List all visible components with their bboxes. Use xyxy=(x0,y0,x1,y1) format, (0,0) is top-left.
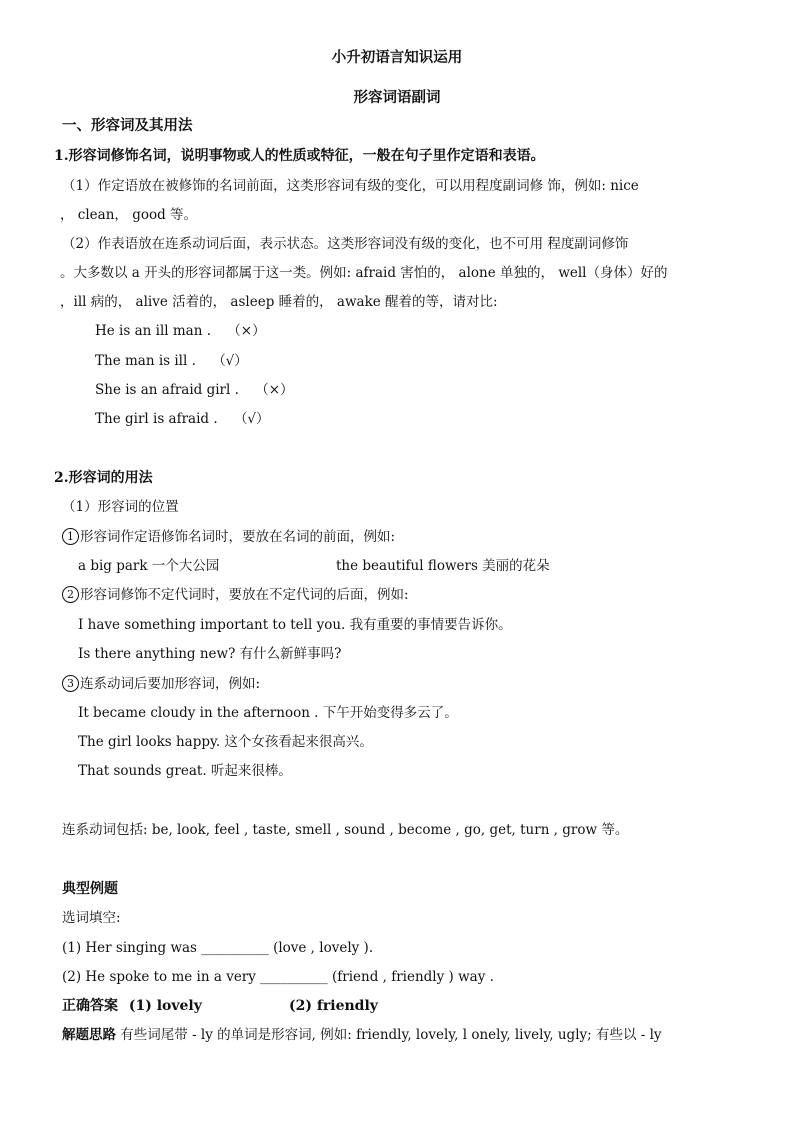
answer-2: (2) friendly xyxy=(289,998,378,1014)
para2-line2: 。大多数以 a 开头的形容词都属于这一类。例如: afraid 害怕的， alone 单独的， well（身体）好的 xyxy=(60,265,668,281)
rule1 xyxy=(62,527,395,547)
rule2 xyxy=(62,585,409,605)
example-sentence xyxy=(95,380,294,400)
example-text: The girl is afraid . xyxy=(95,411,218,427)
example-sentence xyxy=(95,409,270,429)
rule1-example-a: a big park 一个大公园 xyxy=(78,558,220,574)
example-text: The man is ill . xyxy=(95,353,196,369)
para1-line2: ， clean， good 等。 xyxy=(60,207,198,223)
para2-line3: ，ill 病的， alive 活着的， asleep 睡着的， awake 醒着的等，请对比: xyxy=(60,294,498,310)
rule1-text: 形容词作定语修饰名词时，要放在名词的前面，例如: xyxy=(80,529,396,545)
document-title: 小升初语言知识运用 xyxy=(331,49,463,66)
analysis-text: 有些词尾带 - ly 的单词是形容词, 例如: friendly, lovely, l onely, lively, ugly; 有些以 - ly xyxy=(116,1027,662,1043)
point1-heading: 1.形容词修饰名词，说明事物或人的性质或特征，一般在句子里作定语和表语。 xyxy=(54,148,545,164)
rule1-example-b: the beautiful flowers 美丽的花朵 xyxy=(336,558,550,574)
linking-verbs-list: 连系动词包括: be, look, feel , taste, smell , sound , become , go, get, turn , grow 等。 xyxy=(62,822,629,838)
rule3-text: 连系动词后要加形容词，例如: xyxy=(80,676,261,692)
check-mark: （√） xyxy=(233,411,270,427)
sub-heading-position: （1）形容词的位置 xyxy=(62,499,179,515)
example-sentence xyxy=(95,321,266,341)
circled-number-2: 2 xyxy=(62,586,79,603)
rule3 xyxy=(62,674,260,694)
document-subtitle: 形容词语副词 xyxy=(353,89,441,106)
rule2-text: 形容词修饰不定代词时，要放在不定代词的后面，例如: xyxy=(80,587,409,603)
check-mark: （√） xyxy=(212,353,248,369)
section2-heading: 2.形容词的用法 xyxy=(54,470,153,486)
answer-1: (1) lovely xyxy=(128,998,202,1014)
cross-mark: （×） xyxy=(255,382,294,398)
section1-heading: 一、形容词及其用法 xyxy=(62,117,193,134)
cross-mark: （×） xyxy=(227,323,266,339)
example-heading: 典型例题 xyxy=(62,881,118,897)
rule3-example1: It became cloudy in the afternoon . 下午开始变得多云了。 xyxy=(78,705,458,721)
rule2-example2: Is there anything new? 有什么新鲜事吗? xyxy=(78,646,342,662)
para1-line1: （1）作定语放在被修饰的名词前面，这类形容词有级的变化，可以用程度副词修 饰，例如: nice xyxy=(62,178,639,194)
example-text: She is an afraid girl . xyxy=(95,382,239,398)
question-1: (1) Her singing was __________ (love , lovely ). xyxy=(62,940,374,956)
question-2: (2) He spoke to me in a very __________ (friend , friendly ) way . xyxy=(62,969,494,985)
rule3-example3: That sounds great. 听起来很棒。 xyxy=(78,763,292,779)
example-sentence xyxy=(95,351,248,371)
answer-label: 正确答案 xyxy=(62,998,118,1014)
circled-number-3: 3 xyxy=(62,675,79,692)
para2-line1: （2）作表语放在连系动词后面，表示状态。这类形容词没有级的变化，也不可用 程度副词修饰 xyxy=(62,236,629,252)
circled-number-1: 1 xyxy=(62,528,79,545)
answer-row xyxy=(62,996,202,1016)
example-text: He is an ill man . xyxy=(95,323,211,339)
analysis-row xyxy=(62,1025,662,1045)
exercise-instruction: 选词填空: xyxy=(62,910,121,926)
analysis-label: 解题思路 xyxy=(62,1027,116,1043)
rule3-example2: The girl looks happy. 这个女孩看起来很高兴。 xyxy=(78,734,373,750)
rule2-example1: I have something important to tell you. 我有重要的事情要告诉你。 xyxy=(78,617,512,633)
